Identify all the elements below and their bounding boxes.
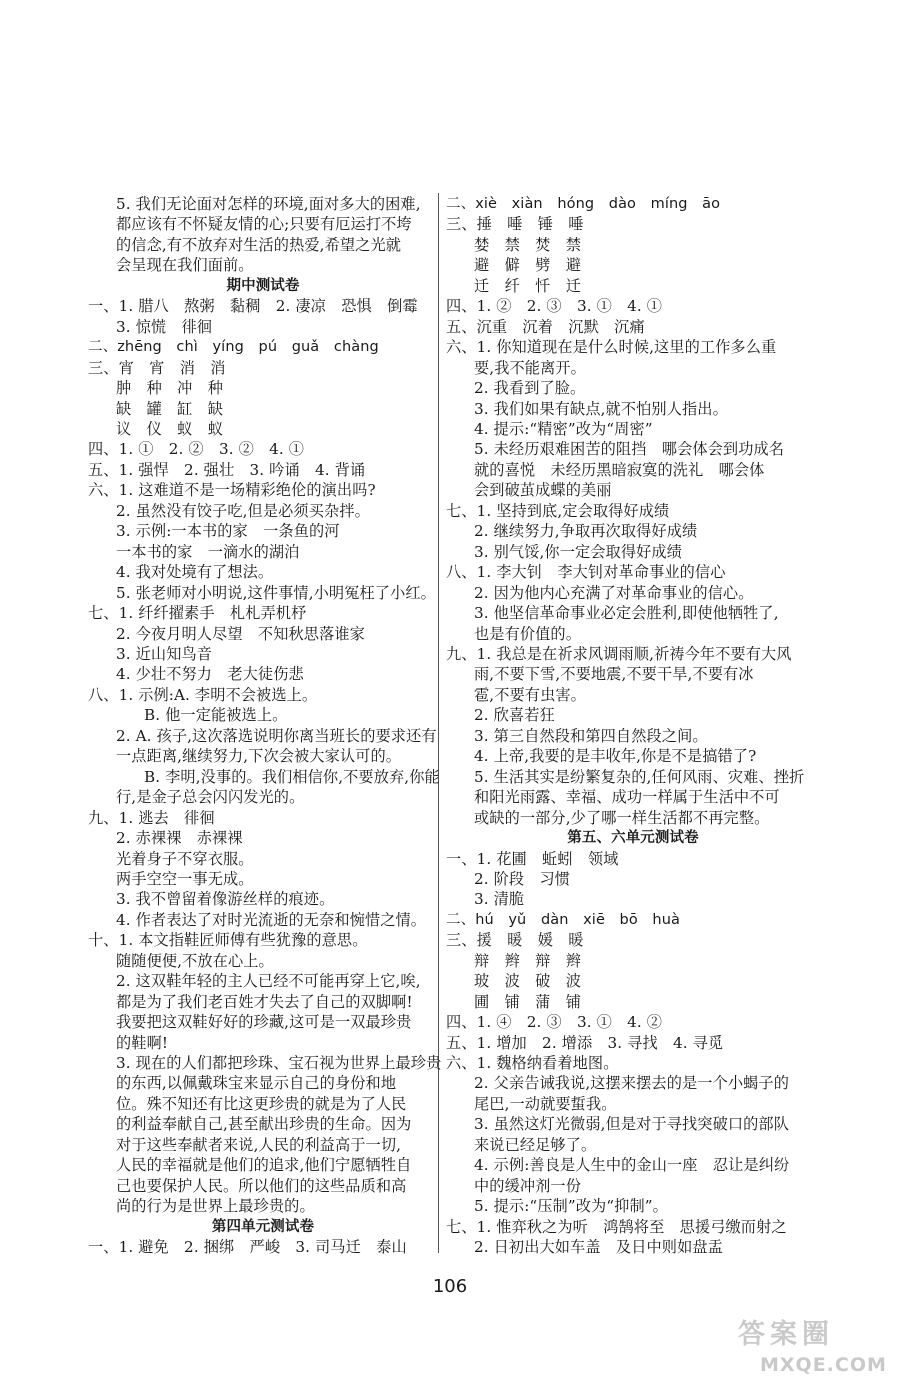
answer-line: 肿 种 冲 种 [116,379,224,398]
answer-line: 也是有价值的。 [474,624,582,643]
answer-line: 四、1. ④ 2. ③ 3. ① 4. ② [446,1013,663,1032]
answer-line: 辩 辫 辩 辫 [474,951,582,970]
answer-line: 两手空空一事无成。 [116,869,254,888]
answer-line: 3. 清脆 [474,890,525,909]
answer-line: 3. 第三自然段和第四自然段之间。 [474,726,708,745]
answer-line: 3. 虽然这灯光微弱,但是对于寻找突破口的部队 [474,1115,790,1134]
answer-line: 4. 提示:“精密”改为“周密” [474,419,653,438]
answer-line: 四、1. ② 2. ③ 3. ① 4. ① [446,297,663,316]
answer-line: 六、1. 这难道不是一场精彩绝伦的演出吗? [88,481,376,500]
answer-line: 位。殊不知还有比这更珍贵的就是为了人民 [116,1094,407,1113]
answer-line: 2. 虽然没有饺子吃,但是必须买杂拌。 [116,501,370,520]
answer-line: 尾巴,一动就要蜇我。 [474,1094,617,1113]
answer-line: 玻 波 破 波 [474,972,582,991]
answer-line: 一、1. 腊八 熬粥 黏稠 2. 凄凉 恐惧 倒霉 [88,297,418,316]
answer-line: 圃 铺 蒲 铺 [474,992,582,1011]
answer-line: 3. 我们如果有缺点,就不怕别人指出。 [474,399,728,418]
answer-line: 一、1. 花圃 蚯蚓 领域 [446,849,619,868]
answer-line: 五、沉重 沉着 沉默 沉痛 [446,317,645,336]
answer-line: 的鞋啊! [116,1033,169,1052]
answer-line: 3. 他坚信革命事业必定会胜利,即使他牺牲了, [474,604,779,623]
answer-line: 来说已经足够了。 [474,1135,597,1154]
answer-line: 一点距离,继续努力,下次会被大家认可的。 [116,747,402,766]
answer-column-right [446,194,820,1258]
section-heading: 第四单元测试卷 [211,1218,315,1235]
watermark-url: MXQE.COM [760,1354,887,1376]
answer-line: 会到破茧成蝶的美丽 [474,481,612,500]
answer-line: 四、1. ① 2. ② 3. ② 4. ① [88,440,305,459]
watermark-logo-text: 答案圈 [738,1319,834,1350]
answer-line: 一、1. 避免 2. 捆绑 严峻 3. 司马迁 泰山 [88,1238,407,1257]
answer-line: 五、1. 增加 2. 增添 3. 寻找 4. 寻觅 [446,1033,724,1052]
answer-line: 中的缓冲剂一份 [474,1176,582,1195]
answer-column-left [88,194,442,1258]
answer-line: 我要把这双鞋好好的珍藏,这可是一双最珍贵 [116,1013,412,1032]
answer-line: 5. 提示:“压制”改为“抑制”。 [474,1197,668,1216]
answer-line: 十、1. 本文指鞋匠师傅有些犹豫的意思。 [88,931,368,950]
answer-line: 随随便便,不放在心上。 [116,951,274,970]
answer-line: 5. 未经历艰难困苦的阻挡 哪会体会到功成名 [474,440,785,459]
answer-line: 2. 这双鞋年轻的主人已经不可能再穿上它,唉, [116,972,421,991]
answer-line: 都应该有不怀疑友情的心;只要有厄运打不垮 [116,215,412,234]
answer-line: 2. 继续努力,争取再次取得好成绩 [474,522,698,541]
page-number: 106 [432,1276,468,1297]
answer-line: 2. A. 孩子,这次落选说明你离当班长的要求还有 [116,726,437,745]
answer-line: 都是为了我们老百姓才失去了自己的双脚啊! [116,992,413,1011]
answer-line: 会呈现在我们面前。 [116,256,254,275]
answer-line: 尚的行为是世界上最珍贵的。 [116,1197,315,1216]
answer-line: 2. 因为他内心充满了对革命事业的信心。 [474,583,754,602]
answer-line: 的信念,有不放弃对生活的热爱,希望之光就 [116,235,402,254]
answer-line: 九、1. 逃去 徘徊 [88,808,215,827]
answer-line: 雨,不要下雪,不要地震,不要干旱,不要有冰 [474,665,754,684]
answer-line: 一本书的家 一滴水的湖泊 [116,542,300,561]
answer-line: 3. 别气馁,你一定会取得好成绩 [474,542,682,561]
answer-line: 六、1. 你知道现在是什么时候,这里的工作多么重 [446,338,777,357]
section-heading: 第五、六单元测试卷 [567,830,699,847]
answer-line: 二、xiè xiàn hóng dào míng āo [446,196,721,212]
watermark [738,1316,890,1384]
answer-line: 二、zhēng chì yíng pú guǎ chàng [88,339,379,356]
answer-line: 4. 我对处境有了想法。 [116,563,274,582]
answer-line: 3. 现在的人们都把珍珠、宝石视为世界上最珍贵 [116,1054,442,1073]
answer-line: 对于这些奉献者来说,人民的利益高于一切, [116,1135,402,1154]
answer-line: 3. 惊慌 徘徊 [116,317,213,336]
answer-line: 雹,不要有虫害。 [474,685,586,704]
answer-line: 的东西,以佩戴珠宝来显示自己的身份和地 [116,1074,397,1093]
answer-line: 七、1. 坚持到底,定会取得好成绩 [446,501,670,520]
answer-line: 的利益奉献自己,甚至献出珍贵的生命。因为 [116,1115,412,1134]
answer-line: 4. 作者表达了对时光流逝的无奈和惋惜之情。 [116,910,427,929]
answer-line: 九、1. 我总是在祈求风调雨顺,祈祷今年不要有大风 [446,644,792,663]
answer-line: B. 他一定能被选上。 [144,706,288,725]
answer-line: 2. 赤裸裸 赤裸裸 [116,829,243,848]
answer-line: 要,我不能离开。 [474,358,586,377]
answer-line: 4. 示例:善良是人生中的金山一座 忍让是纠纷 [474,1156,790,1175]
answer-line: 或缺的一部分,少了哪一样生活都不再完整。 [474,808,770,827]
answer-line: 光着身子不穿衣服。 [116,849,254,868]
section-heading: 期中测试卷 [226,277,300,294]
answer-line: 2. 欣喜若狂 [474,706,555,725]
answer-line: 三、宵 宵 消 消 [88,358,226,377]
answer-line: 五、1. 强悍 2. 强壮 3. 吟诵 4. 背诵 [88,460,366,479]
answer-line: 缺 罐 缸 缺 [116,399,224,418]
column-divider [438,193,439,1253]
answer-line: 八、1. 示例:A. 李明不会被选上。 [88,685,318,704]
answer-line: 迁 纤 忏 迁 [474,276,582,295]
answer-line: 三、援 暖 媛 暖 [446,931,584,950]
answer-line: 3. 近山知鸟音 [116,644,213,663]
answer-line: 5. 我们无论面对怎样的环境,面对多大的困难, [116,195,421,213]
answer-line: 2. 日初出大如车盖 及日中则如盘盂 [474,1238,723,1257]
answer-line: 3. 示例:一本书的家 一条鱼的河 [116,522,340,541]
answer-line: 2. 我看到了脸。 [474,379,586,398]
answer-line: 3. 我不曾留着像游丝样的痕迹。 [116,890,335,909]
answer-line: 二、hú yǔ dàn xiē bō huà [446,911,681,928]
answer-line: 己也要保护人民。所以他们的这些品质和高 [116,1176,407,1195]
answer-line: 5. 张老师对小明说,这件事情,小明冤枉了小红。 [116,583,436,602]
answer-line: 5. 生活其实是纷繁复杂的,任何风雨、灾难、挫折 [474,767,805,786]
answer-line: 避 僻 劈 避 [474,256,582,275]
answer-line: 六、1. 魏格纳看着地图。 [446,1054,619,1073]
answer-line: 三、捶 唾 锤 唾 [446,215,584,234]
answer-line: 2. 今夜月明人尽望 不知秋思落谁家 [116,624,365,643]
answer-line: 2. 阶段 习惯 [474,869,571,888]
answer-line: 就的喜悦 未经历黑暗寂寞的洗礼 哪会体 [474,460,765,479]
answer-line: 和阳光雨露、幸福、成功一样属于生活中不可 [474,788,780,807]
answer-line: 行,是金子总会闪闪发光的。 [116,788,305,807]
answer-line: 议 仪 蚁 蚁 [116,419,224,438]
answer-line: B. 李明,没事的。我们相信你,不要放弃,你能 [144,767,440,786]
answer-line: 八、1. 李大钊 李大钊对革命事业的信心 [446,563,726,582]
answer-line: 七、1. 惟弈秋之为听 鸿鹄将至 思援弓缴而射之 [446,1217,787,1236]
answer-line: 4. 上帝,我要的是丰收年,你是不是搞错了? [474,747,757,766]
answer-line: 2. 父亲告诫我说,这摆来摆去的是一个小蝎子的 [474,1074,790,1093]
answer-line: 七、1. 纤纤擢素手 札札弄机杼 [88,604,307,623]
answer-line: 婪 禁 焚 禁 [474,235,582,254]
answer-line: 4. 少壮不努力 老大徒伤悲 [116,665,304,684]
answer-line: 人民的幸福就是他们的追求,他们宁愿牺牲自 [116,1156,412,1175]
